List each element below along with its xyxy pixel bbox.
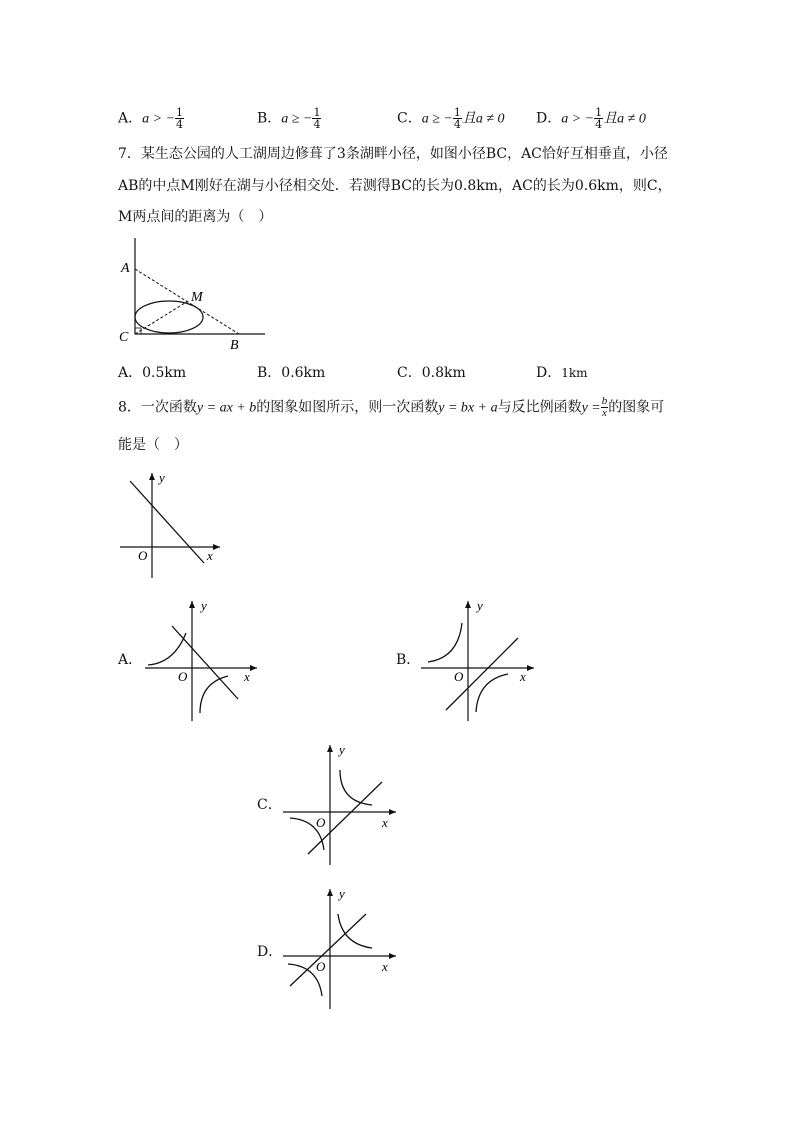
q8-option-a-graph[interactable] [140, 598, 265, 723]
svg-text:O: O [454, 669, 464, 684]
q6-option-b[interactable]: B．a ≥ − $\frac{1}{4}$ [257, 106, 321, 131]
q7-figure [115, 235, 275, 355]
q8-stem-line2: 能是（ ） [118, 437, 188, 453]
svg-text:O: O [138, 548, 148, 563]
q7-option-d[interactable]: D．1km [536, 365, 588, 381]
q7-option-a[interactable]: A．0.5km [118, 365, 187, 381]
q8-option-b-letter[interactable]: B． [396, 652, 421, 668]
svg-text:y: y [477, 598, 483, 613]
svg-text:y: y [339, 886, 345, 901]
svg-text:y: y [339, 742, 345, 757]
q8-option-c-graph[interactable] [280, 742, 405, 867]
q8-option-b-graph[interactable] [418, 598, 543, 723]
svg-text:O: O [178, 669, 188, 684]
q7-stem-line2: AB的中点M刚好在湖与小径相交处．若测得BC的长为0.8km，AC的长为0.6km，则C， [118, 178, 672, 194]
q8-given-graph [115, 470, 230, 585]
label-c: C [119, 330, 129, 345]
q6-option-c[interactable]: C．a ≥ − $\frac{1}{4}$ 且a ≠ 0 [397, 106, 505, 131]
q8-stem-line1: 8．一次函数y = ax + b的图象如图所示，则一次函数y = bx + a与反比例函数y = $\frac{b}{x}$ 的图象可 [118, 395, 665, 419]
label-m: M [191, 290, 203, 305]
svg-text:x: x [244, 669, 250, 684]
q6-option-d[interactable]: D．a > − $\frac{1}{4}$ 且a ≠ 0 [536, 106, 646, 131]
segment-cm [135, 301, 188, 334]
label-b: B [230, 338, 239, 353]
x-arrow-icon [213, 544, 220, 550]
q8-option-a-letter[interactable]: A． [118, 652, 143, 668]
svg-text:y: y [159, 470, 165, 485]
label-a: A [121, 261, 130, 276]
svg-text:y: y [201, 598, 207, 613]
q8-option-d-graph[interactable] [280, 886, 405, 1011]
q6-option-a[interactable]: A．a > − $\frac{1}{4}$ [118, 106, 184, 131]
lake-ellipse [135, 301, 203, 333]
q7-stem-line1: 7．某生态公园的人工湖周边修葺了3条湖畔小径，如图小径BC，AC恰好互相垂直，小径 [118, 146, 668, 162]
q7-option-b[interactable]: B．0.6km [257, 365, 326, 381]
q8-option-d-letter[interactable]: D． [257, 944, 283, 960]
svg-text:x: x [520, 669, 526, 684]
q8-option-c-letter[interactable]: C． [257, 797, 282, 813]
svg-text:x: x [207, 548, 213, 563]
svg-text:x: x [382, 815, 388, 830]
svg-text:O: O [316, 959, 326, 974]
q7-stem-line3: M两点间的距离为（ ） [118, 209, 273, 225]
q7-option-c[interactable]: C．0.8km [397, 365, 466, 381]
y-arrow-icon [149, 473, 155, 480]
svg-text:x: x [382, 959, 388, 974]
svg-text:O: O [316, 815, 326, 830]
